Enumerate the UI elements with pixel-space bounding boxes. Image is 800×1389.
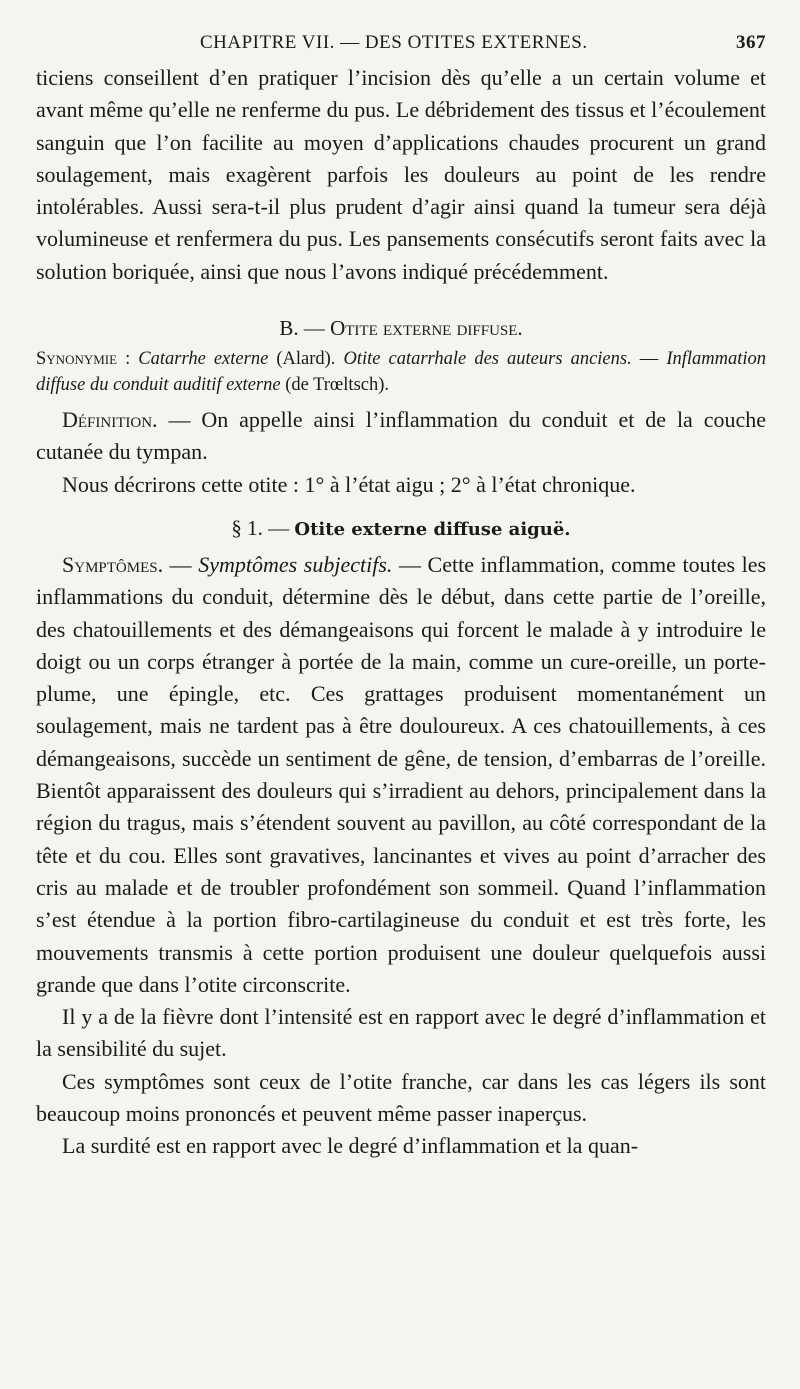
subsection-1-heading: [36, 513, 766, 545]
symptoms-paragraph: [36, 549, 766, 1001]
synonym-term-2: Otite catarrhale des auteurs anciens.: [343, 349, 632, 370]
synonym-author-3: (de Trœltsch).: [285, 375, 390, 396]
deafness-paragraph: La surdité est en rapport avec le degré d’inflammation et la quan-: [62, 1133, 639, 1159]
synonymy-label: Synonymie :: [36, 349, 131, 370]
section-b-heading: [36, 314, 766, 342]
frank-otitis-paragraph: Ces symptômes sont ceux de l’otite franche, car dans les cas légers ils sont beaucoup moins prononcés et peuvent même passer inaperçus.: [36, 1068, 766, 1127]
section-b-title: Otite externe diffuse.: [330, 316, 523, 341]
subsection-1-title: Otite externe diffuse aiguë.: [294, 518, 571, 540]
definition-label: Définition.: [62, 407, 158, 433]
definition-paragraph: [36, 404, 766, 469]
intro-paragraph: ticiens conseillent d’en pratiquer l’incision dès qu’elle a un certain volume et avant même qu’elle ne renferme du pus. Le débridement des tissus et l’écoulement sanguin que l’on facilite au moyen d’applications chaudes procurent un grand soulagement, mais exagèrent parfois les douleurs au point de les rendre intolérables. Aussi sera-t-il plus prudent d’agir ainsi quand la tumeur sera déjà volumineuse et renfermera du pus. Les pansements consécutifs seront faits avec la solution boriquée, ainsi que nous l’avons indiqué précédemment.: [36, 65, 766, 284]
synonym-term-1: Catarrhe externe: [138, 349, 269, 370]
synonym-dash: —: [639, 349, 659, 370]
synonymy-paragraph: [36, 346, 766, 398]
definition-text: — On appelle ainsi l’inflammation du conduit et de la couche cutanée du tympan.: [36, 407, 766, 465]
symptoms-dash: —: [169, 551, 192, 577]
synonym-author-1: (Alard).: [276, 349, 336, 370]
subsection-1-number: § 1. —: [231, 515, 290, 540]
page-body: [36, 62, 766, 1163]
fever-paragraph: Il y a de la fièvre dont l’intensité est en rapport avec le degré d’inflammation et la sensibilité du sujet.: [36, 1004, 766, 1062]
symptoms-text: — Cette inflammation, comme toutes les inflammations du conduit, détermine dès le début, dans cette partie de l’oreille, des chatouillements et des démangeaisons qui forcent le malade à y introduire le doigt ou un corps étranger à portée de la main, comme un cure-oreille, un porte-plume, une épingle, etc. Ces grattages produisent momentanément un soulagement, mais ne tardent pas à être douloureux. A ces chatouillements, à ces démangeaisons, succède un sentiment de gêne, de tension, d’embarras de l’oreille. Bientôt apparaissent des douleurs qui s’irradient au dehors, principalement dans la région du tragus, mais s’étendent souvent au pavillon, au côté correspondant de la tête et du cou. Elles sont gravatives, lancinantes et vives au point d’arracher des cris au malade et de troubler profondément son sommeil. Quand l’inflammation s’est étendue à la portion fibro-cartilagineuse du conduit et est très forte, les mouvements transmis à cette portion produisent une douleur quelquefois aussi grande que dans l’otite circonscrite.: [36, 551, 767, 997]
symptoms-label: Symptômes.: [62, 551, 164, 577]
symptoms-sublabel: Symptômes subjectifs.: [198, 551, 393, 577]
page-number: 367: [736, 32, 766, 53]
section-b-letter: B. —: [279, 316, 325, 341]
running-header: [36, 28, 766, 58]
plan-paragraph: Nous décrirons cette otite : 1° à l’état aigu ; 2° à l’état chronique.: [62, 471, 636, 497]
running-title: CHAPITRE VII. — DES OTITES EXTERNES.: [200, 32, 588, 53]
synonym-term-3: Inflammation diffuse du conduit auditif externe: [36, 349, 767, 396]
